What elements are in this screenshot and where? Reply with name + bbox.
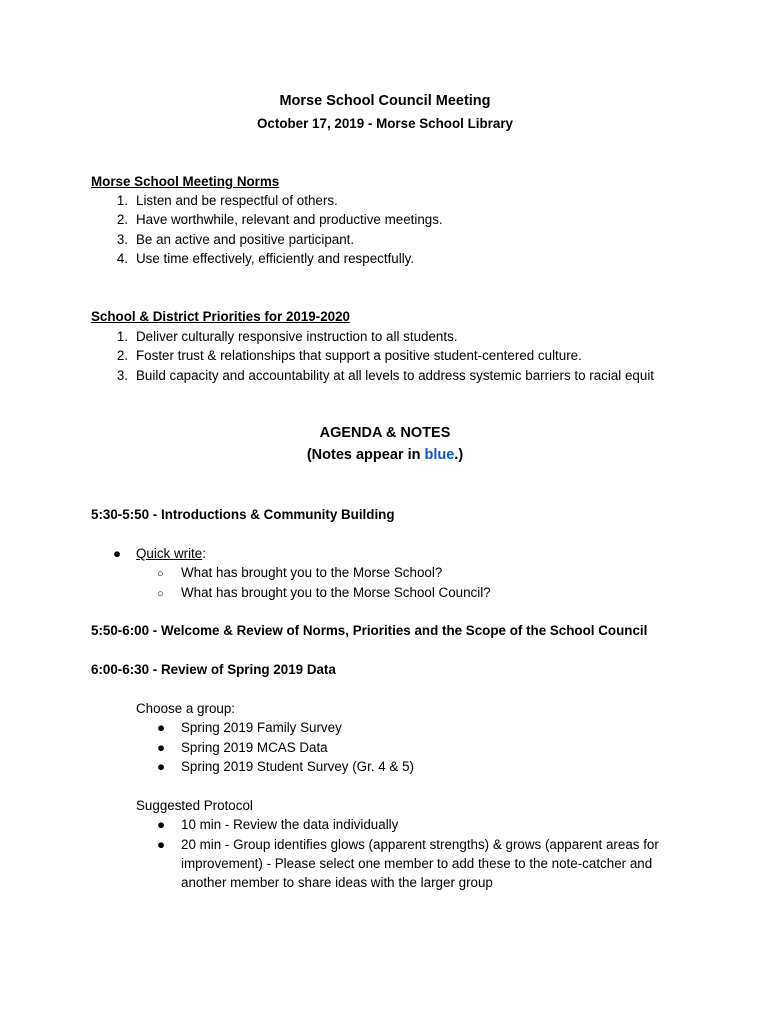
agenda-title: AGENDA & NOTES: [319, 425, 451, 441]
norms-item-text: Use time effectively, efficiently and respectfully.: [136, 251, 415, 266]
list-number: 2.: [116, 212, 128, 227]
bullet-icon: ●: [157, 720, 166, 735]
bullet-icon: ●: [113, 546, 122, 561]
section-separator: -: [149, 507, 161, 522]
norms-item: [106, 249, 414, 268]
norms-item: [106, 210, 443, 229]
group-item: [157, 738, 328, 757]
document-title: Morse School Council Meeting: [279, 93, 491, 109]
group-text: Spring 2019 Student Survey (Gr. 4 & 5): [181, 759, 414, 774]
bullet-icon: ●: [157, 740, 166, 755]
document-subtitle: October 17, 2019 - Morse School Library: [257, 116, 513, 131]
quick-write-colon: :: [202, 546, 206, 561]
notes-legend-suffix: .): [454, 447, 464, 463]
bullet-icon: ●: [157, 837, 166, 852]
group-item: [157, 718, 342, 737]
agenda-notes-legend: [0, 446, 770, 465]
list-number: 2.: [116, 348, 128, 363]
norms-item: [106, 191, 338, 210]
protocol-label: Suggested Protocol: [136, 798, 253, 813]
hollow-bullet-icon: ○: [157, 588, 164, 600]
section-heading-welcome: 5:50-6:00 - Welcome & Review of Norms, Priorities and the Scope of the School Council: [91, 623, 648, 638]
notes-legend-color-word: blue: [424, 447, 455, 463]
choose-group-label: Choose a group:: [136, 701, 236, 716]
priorities-item-text: Foster trust & relationships that support a positive student-centered culture.: [136, 348, 582, 363]
section-heading-data-review: 6:00-6:30 - Review of Spring 2019 Data: [91, 662, 336, 677]
priorities-item-text: Deliver culturally responsive instruction to all students.: [136, 329, 458, 344]
question-text: What has brought you to the Morse School?: [181, 565, 443, 580]
bullet-icon: ●: [157, 817, 166, 832]
norms-item-text: Listen and be respectful of others.: [136, 193, 338, 208]
notes-legend-prefix: (Notes appear in: [306, 447, 425, 463]
norms-item: [106, 230, 354, 249]
section-time: 5:30-5:50: [91, 507, 150, 522]
group-text: Spring 2019 Family Survey: [181, 720, 342, 735]
norms-heading: Morse School Meeting Norms: [91, 174, 280, 189]
hollow-bullet-icon: ○: [157, 568, 164, 580]
quick-write-link[interactable]: Quick write: [136, 546, 203, 561]
question-text: What has brought you to the Morse School Council?: [181, 585, 491, 600]
list-number: 1.: [116, 193, 128, 208]
priorities-item: [106, 366, 654, 385]
list-number: 3.: [116, 232, 128, 247]
quick-write-item: [113, 544, 206, 563]
norms-item-text: Be an active and positive participant.: [136, 232, 355, 247]
protocol-text: 10 min - Review the data individually: [181, 817, 399, 832]
list-number: 3.: [116, 368, 128, 383]
bullet-icon: ●: [157, 759, 166, 774]
section-title: Introductions & Community Building: [160, 507, 395, 522]
priorities-item-text: Build capacity and accountability at all levels to address systemic barriers to racial equit: [136, 368, 655, 383]
priorities-item: [106, 327, 458, 346]
list-number: 4.: [116, 251, 128, 266]
group-item: [157, 757, 414, 776]
protocol-item: [157, 835, 171, 854]
section-heading-introductions: [91, 505, 395, 524]
priorities-item: [106, 346, 582, 365]
norms-item-text: Have worthwhile, relevant and productive meetings.: [136, 212, 443, 227]
group-text: Spring 2019 MCAS Data: [181, 740, 328, 755]
protocol-text-long: 20 min - Group identifies glows (apparent strengths) & grows (apparent areas for improvement) - Please select one member to add these to the note-catcher and another member to share ideas with the larger group: [181, 837, 659, 890]
question-item: [157, 563, 442, 584]
protocol-item: [157, 815, 398, 834]
priorities-heading: School & District Priorities for 2019-2020: [91, 309, 350, 324]
list-number: 1.: [116, 329, 128, 344]
question-item: [157, 583, 491, 604]
